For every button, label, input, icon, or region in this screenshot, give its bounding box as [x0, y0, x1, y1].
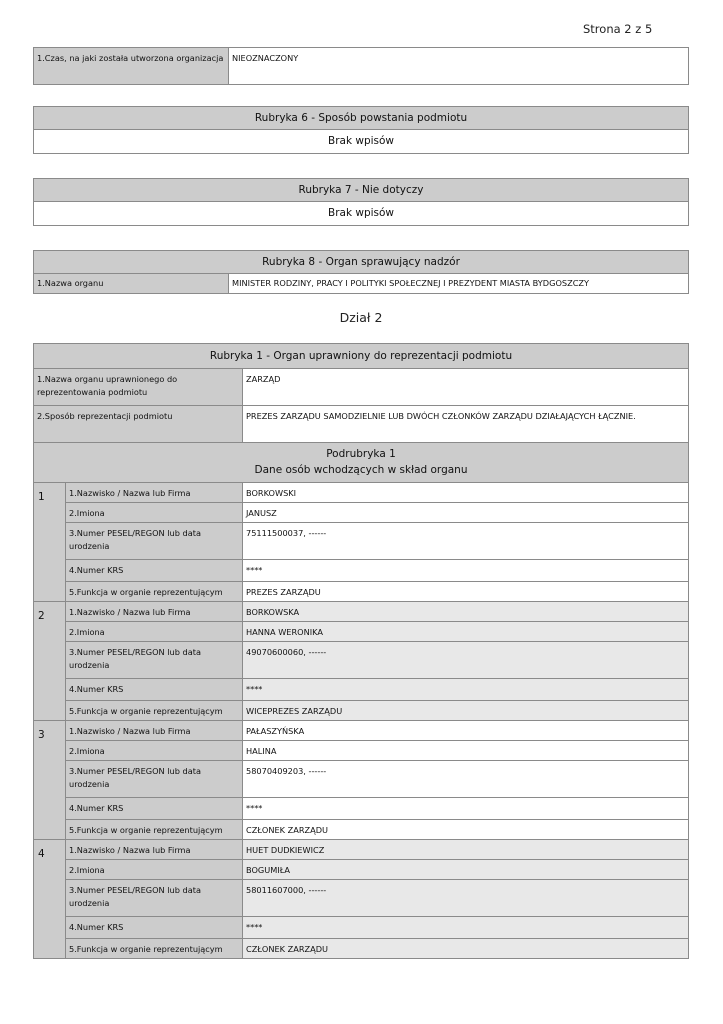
names-label: 2.Imiona	[66, 622, 243, 642]
person-2-number: 2	[34, 602, 66, 721]
organ-name-value: ZARZĄD	[243, 369, 689, 406]
person-2-function: WICEPREZES ZARZĄDU	[243, 701, 689, 721]
pesel-label: 3.Numer PESEL/REGON lub data urodzenia	[66, 880, 243, 917]
section-title-dzial-2: Dział 2	[339, 310, 383, 325]
person-1-surname: BORKOWSKI	[243, 483, 689, 503]
person-1-row	[34, 483, 689, 503]
rubryka-7-title: Rubryka 7 - Nie dotyczy	[34, 179, 689, 202]
organ-name-label: 1.Nazwa organu uprawnionego do reprezentowania podmiotu	[34, 369, 243, 406]
podrubryka-1-title: Podrubryka 1	[326, 447, 396, 460]
person-2-krs: ****	[243, 679, 689, 701]
krs-label: 4.Numer KRS	[66, 679, 243, 701]
rubryka-7-table	[33, 178, 689, 226]
person-2-row	[34, 602, 689, 622]
representation-mode-value: PREZES ZARZĄDU SAMODZIELNIE LUB DWÓCH CZŁONKÓW ZARZĄDU DZIAŁAJĄCYCH ŁĄCZNIE.	[243, 406, 689, 443]
person-4-surname: HUET DUDKIEWICZ	[243, 840, 689, 860]
organization-duration-table	[33, 47, 689, 85]
pesel-label: 3.Numer PESEL/REGON lub data urodzenia	[66, 642, 243, 679]
supervisor-label: 1.Nazwa organu	[34, 274, 229, 294]
representation-mode-label: 2.Sposób reprezentacji podmiotu	[34, 406, 243, 443]
krs-label: 4.Numer KRS	[66, 798, 243, 820]
function-label: 5.Funkcja w organie reprezentującym	[66, 582, 243, 602]
person-2-pesel: 49070600060, ------	[243, 642, 689, 679]
names-label: 2.Imiona	[66, 860, 243, 880]
person-4-names: BOGUMIŁA	[243, 860, 689, 880]
person-4-row	[34, 840, 689, 860]
person-1-pesel: 75111500037, ------	[243, 523, 689, 560]
pesel-label: 3.Numer PESEL/REGON lub data urodzenia	[66, 761, 243, 798]
rubryka-7-body: Brak wpisów	[34, 202, 689, 225]
person-1-krs: ****	[243, 560, 689, 582]
surname-label: 1.Nazwisko / Nazwa lub Firma	[66, 602, 243, 622]
podrubryka-1-subtitle: Dane osób wchodzących w skład organu	[254, 463, 468, 476]
rubryka-6-body: Brak wpisów	[34, 130, 689, 153]
person-3-row	[34, 721, 689, 741]
page-indicator: Strona 2 z 5	[583, 22, 653, 36]
person-3-function: CZŁONEK ZARZĄDU	[243, 820, 689, 840]
person-1-number: 1	[34, 483, 66, 602]
names-label: 2.Imiona	[66, 741, 243, 761]
person-2-surname: BORKOWSKA	[243, 602, 689, 622]
person-3-pesel: 58070409203, ------	[243, 761, 689, 798]
function-label: 5.Funkcja w organie reprezentującym	[66, 820, 243, 840]
person-3-krs: ****	[243, 798, 689, 820]
pesel-label: 3.Numer PESEL/REGON lub data urodzenia	[66, 523, 243, 560]
duration-value: NIEOZNACZONY	[229, 48, 689, 85]
surname-label: 1.Nazwisko / Nazwa lub Firma	[66, 840, 243, 860]
person-4-function: CZŁONEK ZARZĄDU	[243, 939, 689, 959]
person-3-names: HALINA	[243, 741, 689, 761]
function-label: 5.Funkcja w organie reprezentującym	[66, 701, 243, 721]
person-2-names: HANNA WERONIKA	[243, 622, 689, 642]
person-4-pesel: 58011607000, ------	[243, 880, 689, 917]
person-4-krs: ****	[243, 917, 689, 939]
rubryka-6-table	[33, 106, 689, 154]
names-label: 2.Imiona	[66, 503, 243, 523]
person-1-function: PREZES ZARZĄDU	[243, 582, 689, 602]
person-3-number: 3	[34, 721, 66, 840]
function-label: 5.Funkcja w organie reprezentującym	[66, 939, 243, 959]
surname-label: 1.Nazwisko / Nazwa lub Firma	[66, 483, 243, 503]
rubryka-6-title: Rubryka 6 - Sposób powstania podmiotu	[34, 107, 689, 130]
podrubryka-1-header	[34, 443, 689, 483]
person-4-number: 4	[34, 840, 66, 959]
krs-label: 4.Numer KRS	[66, 917, 243, 939]
supervisor-value: MINISTER RODZINY, PRACY I POLITYKI SPOŁECZNEJ I PREZYDENT MIASTA BYDGOSZCZY	[229, 274, 689, 294]
surname-label: 1.Nazwisko / Nazwa lub Firma	[66, 721, 243, 741]
person-3-surname: PAŁASZYŃSKA	[243, 721, 689, 741]
krs-label: 4.Numer KRS	[66, 560, 243, 582]
rubryka-1-title: Rubryka 1 - Organ uprawniony do reprezentacji podmiotu	[34, 344, 689, 369]
rubryka-8-table	[33, 250, 689, 294]
rubryka-8-title: Rubryka 8 - Organ sprawujący nadzór	[34, 251, 689, 274]
person-1-names: JANUSZ	[243, 503, 689, 523]
rubryka-1-table	[33, 343, 689, 959]
duration-label: 1.Czas, na jaki została utworzona organizacja	[34, 48, 229, 85]
